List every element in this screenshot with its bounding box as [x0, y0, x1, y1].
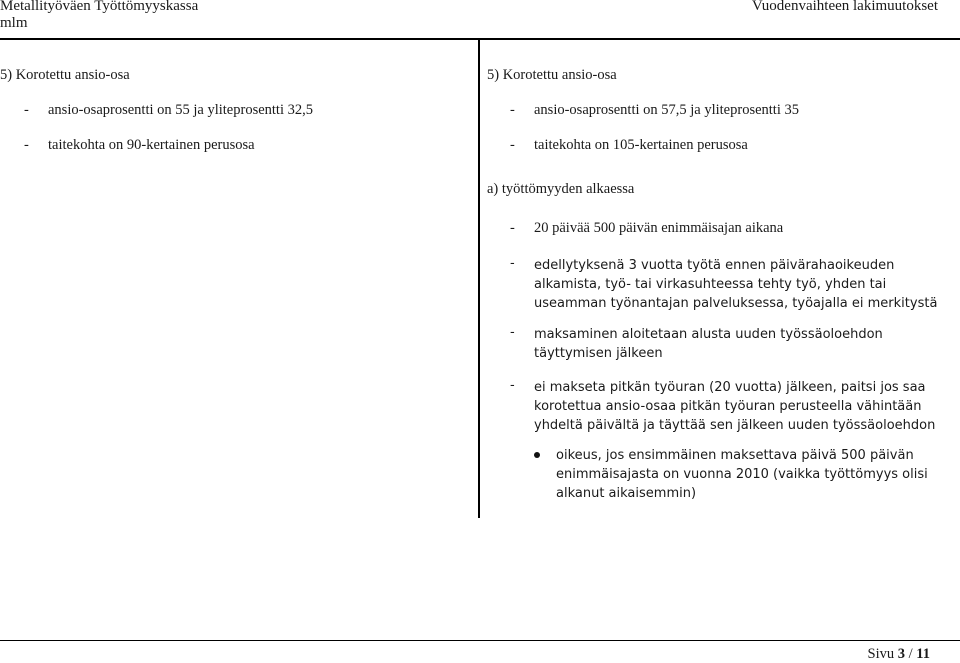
bullet-item: oikeus, jos ensimmäinen maksettava päivä 500 päivän enimmäisajasta on vuonna 2010 (vaikka työttömyys olisi alkanut aikaisemmin) — [556, 448, 928, 501]
header-organization: Metallityöväen Työttömyyskassa — [0, 0, 199, 14]
right-item-1: ansio-osaprosentti on 57,5 ja yliteprosentti 35 — [534, 102, 799, 118]
section-a-heading: a) työttömyyden alkaessa — [487, 181, 635, 197]
dash-marker: - — [510, 378, 515, 393]
header-rule — [0, 38, 960, 40]
header-sub: mlm — [0, 15, 28, 31]
a-item-2: edellytyksenä 3 vuotta työtä ennen päivärahaoikeuden alkamista, työ- tai virkasuhteessa tehty työ, yhden tai useamman työnantajan palveluksessa, työajalla ei merkitystä — [534, 258, 938, 311]
right-item-2: taitekohta on 105-kertainen perusosa — [534, 137, 748, 153]
dash-marker: - — [510, 137, 515, 153]
dash-marker: - — [510, 220, 515, 236]
left-item-1: ansio-osaprosentti on 55 ja yliteprosentti 32,5 — [48, 102, 313, 118]
dash-marker: - — [510, 102, 515, 118]
left-item-2: taitekohta on 90-kertainen perusosa — [48, 137, 255, 153]
page-current: 3 — [897, 646, 906, 662]
a-item-1: 20 päivää 500 päivän enimmäisajan aikana — [534, 220, 784, 236]
page-label: Sivu — [867, 646, 895, 662]
left-heading: 5) Korotettu ansio-osa — [0, 67, 130, 83]
dash-marker: - — [24, 102, 29, 118]
column-divider — [478, 40, 480, 518]
dash-marker: - — [510, 256, 515, 271]
a-item-4: ei makseta pitkän työuran (20 vuotta) jälkeen, paitsi jos saa korotettua ansio-osaa pitkän työuran perusteella vähintään yhdeltä päivältä ja täyttää sen jälkeen uuden työssäoloehdon — [534, 380, 936, 433]
a-item-3: maksaminen aloitetaan alusta uuden työssäoloehdon täyttymisen jälkeen — [534, 327, 883, 361]
page-number — [868, 646, 930, 663]
dash-marker: - — [24, 137, 29, 153]
right-heading: 5) Korotettu ansio-osa — [487, 67, 617, 83]
page-total: 11 — [916, 646, 930, 662]
header-document-title: Vuodenvaihteen lakimuutokset — [751, 0, 938, 14]
footer-rule — [0, 640, 960, 641]
dash-marker: - — [510, 325, 515, 340]
bullet-icon — [534, 452, 540, 458]
page-separator: / — [908, 646, 913, 662]
